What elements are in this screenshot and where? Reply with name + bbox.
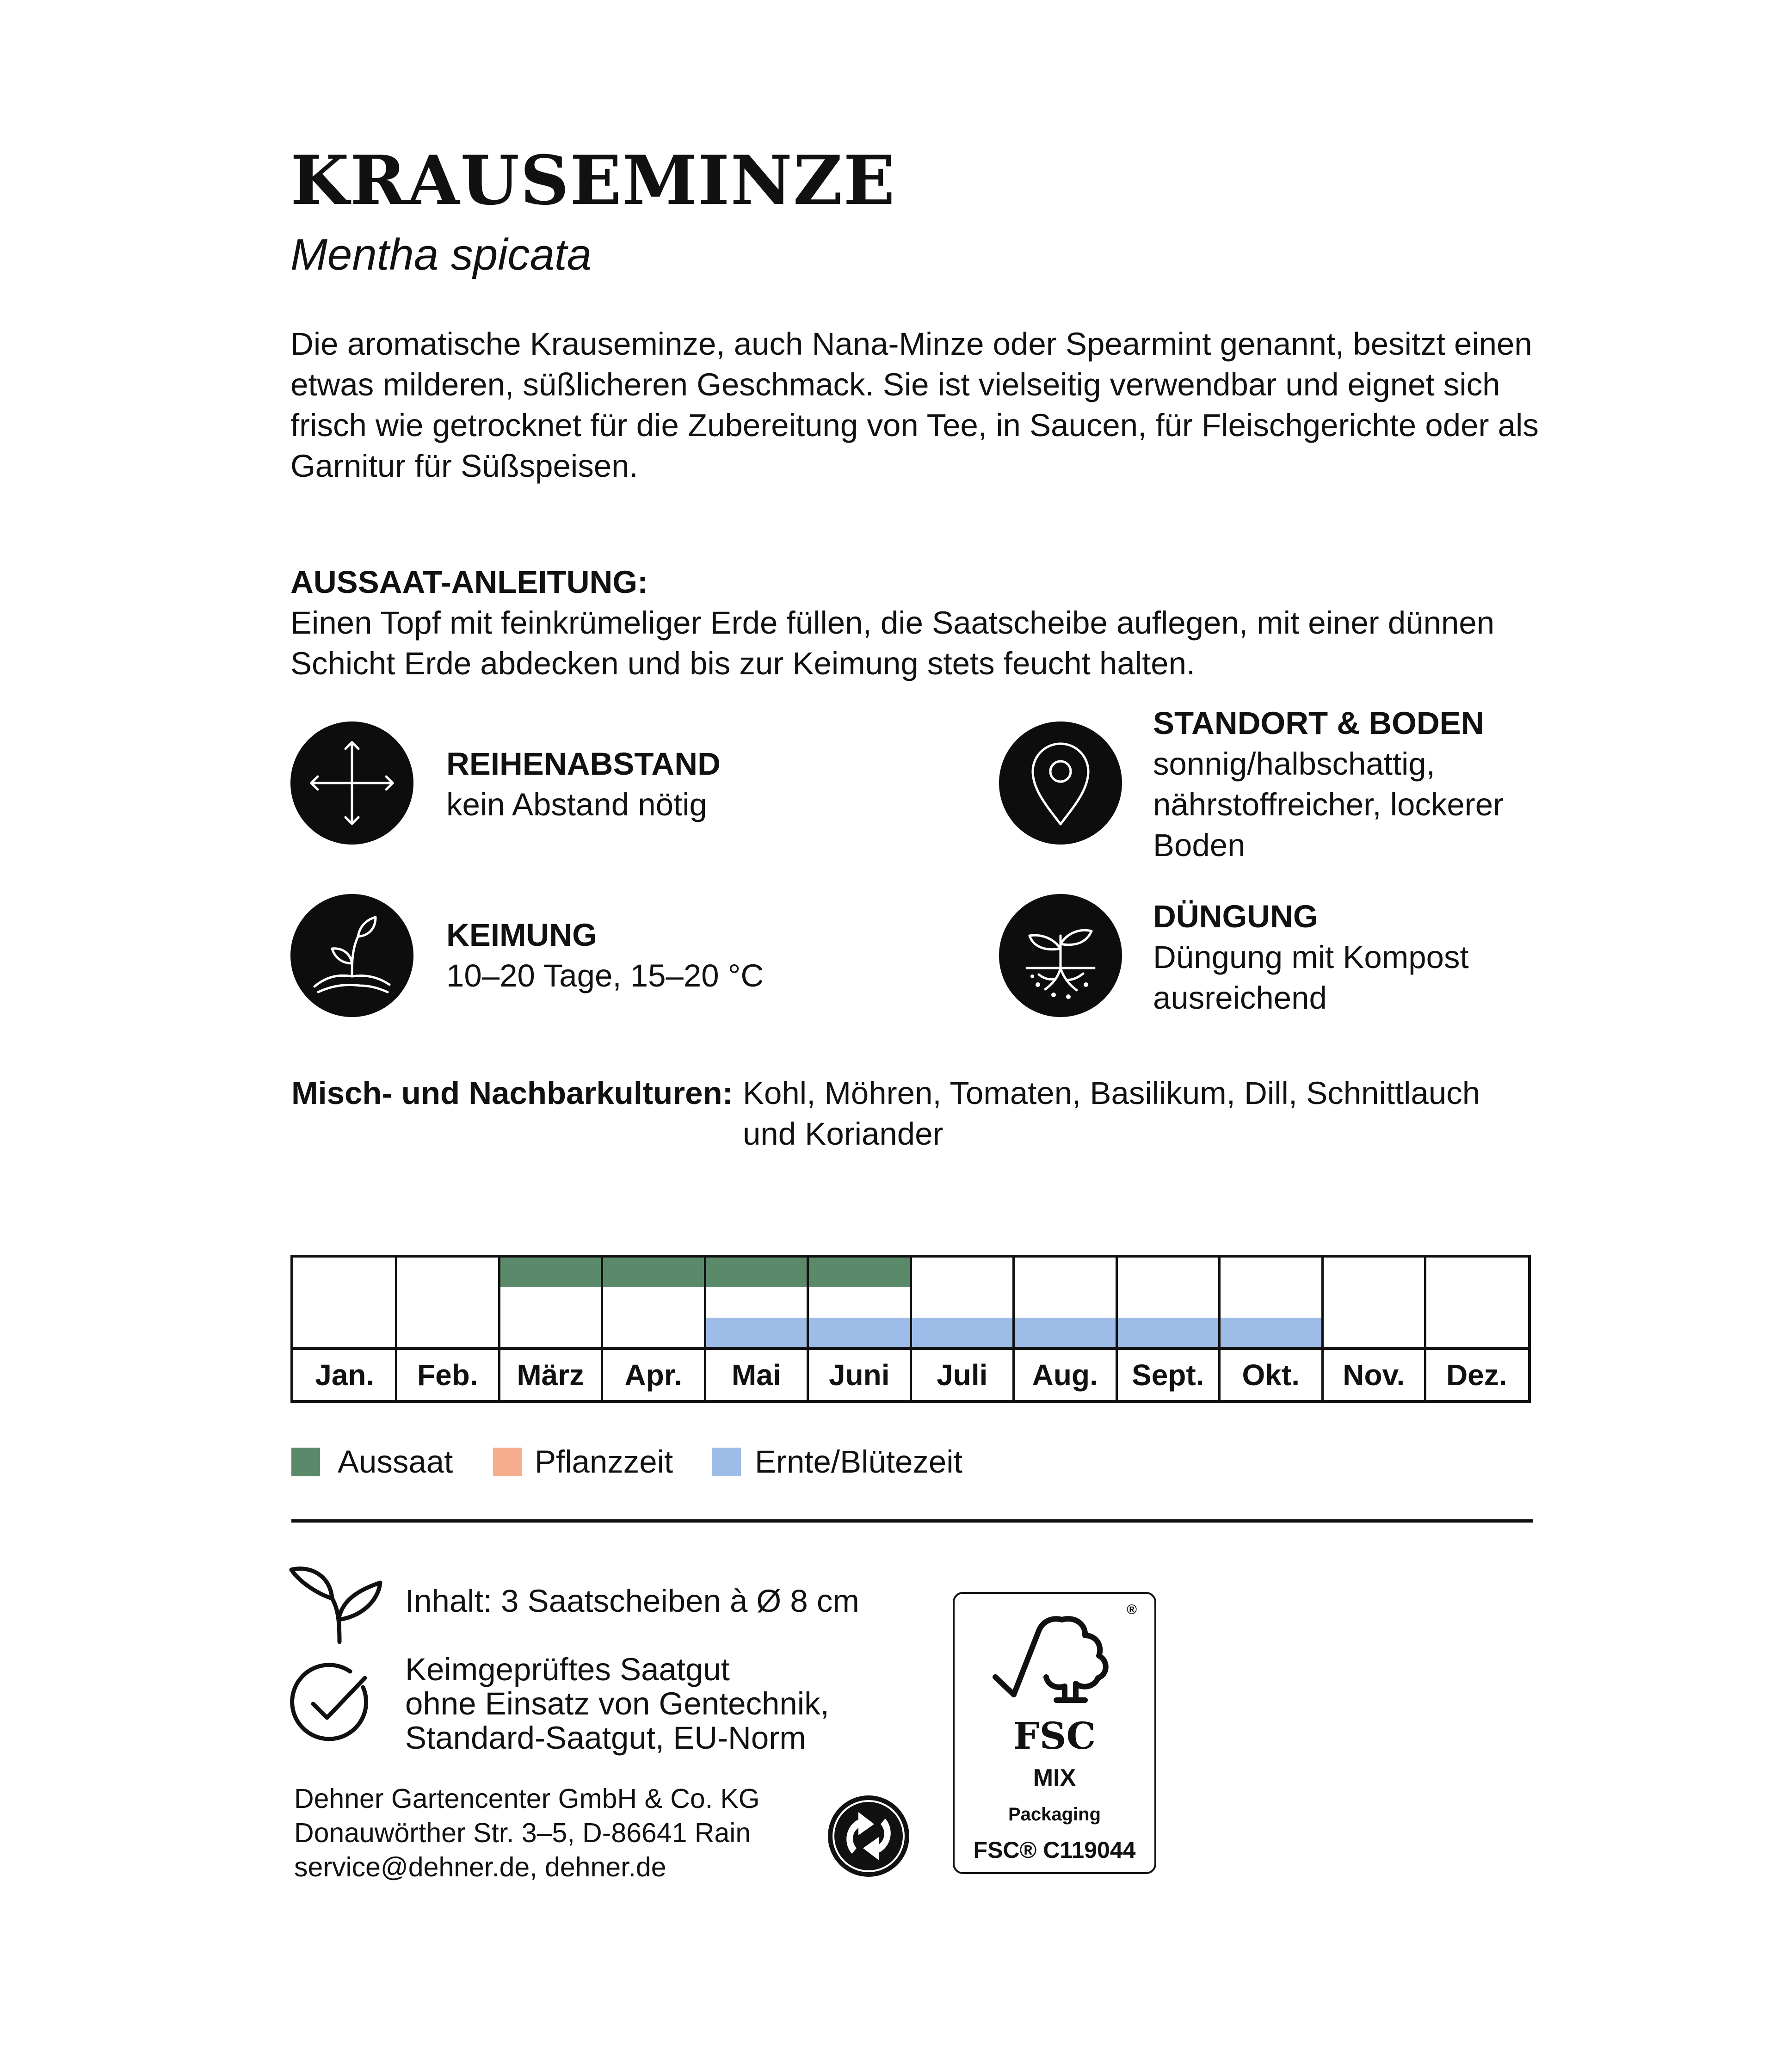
- quality-line: Keimgeprüftes Saatgut: [405, 1652, 730, 1687]
- month-divider: [910, 1258, 912, 1400]
- month-label: März: [517, 1358, 585, 1392]
- month-divider: [1218, 1258, 1221, 1400]
- location-title: STANDORT & BODEN: [1153, 705, 1484, 741]
- leaves-icon: [288, 1559, 387, 1644]
- month-label: Juni: [828, 1358, 890, 1392]
- ernte-bar: [911, 1318, 1014, 1347]
- fsc-label: [953, 1592, 1156, 1874]
- quality-line: ohne Einsatz von Gentechnik,: [405, 1686, 829, 1721]
- companions-line: Kohl, Möhren, Tomaten, Basilikum, Dill, Schnittlauch: [743, 1075, 1480, 1111]
- ernte-bar: [1116, 1318, 1220, 1347]
- aussaat-bar: [808, 1258, 911, 1287]
- fsc-code: FSC® C119044: [973, 1837, 1136, 1863]
- address-line: Donauwörther Str. 3–5, D-86641 Rain: [294, 1818, 751, 1848]
- sowing-calendar: [290, 1255, 1531, 1403]
- spacing-text: kein Abstand nötig: [446, 787, 707, 822]
- month-divider: [1116, 1258, 1118, 1400]
- month-divider: [395, 1258, 397, 1400]
- companions-value: [743, 1073, 1529, 1154]
- aussaat-bar: [499, 1258, 602, 1287]
- fertilizing-line: Düngung mit Kompost: [1153, 939, 1469, 975]
- month-label: Juli: [937, 1358, 988, 1392]
- recycling-green-dot-icon: [826, 1794, 911, 1879]
- location-pin-icon: [999, 722, 1122, 845]
- spacing-title: REIHENABSTAND: [446, 746, 721, 782]
- germination-text: 10–20 Tage, 15–20 °C: [446, 958, 764, 993]
- seedling-icon: [290, 894, 413, 1017]
- ernte-bar: [705, 1318, 808, 1347]
- month-label: Dez.: [1446, 1358, 1507, 1392]
- legend-pflanzzeit-swatch: [493, 1448, 522, 1476]
- ernte-bar: [1220, 1318, 1323, 1347]
- address-line: service@dehner.de, dehner.de: [294, 1852, 666, 1882]
- month-label: Nov.: [1343, 1358, 1405, 1392]
- address-line: Dehner Gartencenter GmbH & Co. KG: [294, 1783, 760, 1814]
- month-divider: [807, 1258, 809, 1400]
- content-info: Inhalt: 3 Saatscheiben à Ø 8 cm: [405, 1583, 859, 1619]
- aussaat-bar: [705, 1258, 808, 1287]
- fsc-mix: MIX: [1033, 1764, 1076, 1791]
- month-label: Aug.: [1032, 1358, 1098, 1392]
- description-text: Die aromatische Krauseminze, auch Nana-Minze oder Spearmint genannt, besitzt einen etwas milderen, süßlicheren Geschmack. Sie ist vielseitig verwendbar und eignet sich frisch wie getrocknet für die Zubereitung von Tee, in Saucen, für Fleischgerichte oder als Garnitur für Süßspeisen.: [290, 326, 1539, 484]
- month-label: Sept.: [1132, 1358, 1204, 1392]
- page-title: KRAUSEMINZE: [290, 141, 896, 220]
- legend-ernte-swatch: [712, 1448, 741, 1476]
- fsc-packaging: Packaging: [1008, 1804, 1101, 1825]
- aussaat-bar: [602, 1258, 705, 1287]
- fertilizing-line: ausreichend: [1153, 980, 1327, 1016]
- legend-ernte-label: Ernte/Blütezeit: [755, 1444, 962, 1480]
- fsc-registered-mark: ®: [1127, 1602, 1137, 1617]
- location-line: Boden: [1153, 827, 1246, 863]
- fsc-name: FSC: [1013, 1714, 1096, 1758]
- arrows-cross-icon: [290, 722, 413, 845]
- month-label: Okt.: [1242, 1358, 1300, 1392]
- section-divider: [291, 1519, 1533, 1523]
- month-label: Apr.: [624, 1358, 682, 1392]
- quality-line: Standard-Saatgut, EU-Norm: [405, 1720, 806, 1756]
- companions-label: Misch- und Nachbarkulturen:: [291, 1075, 733, 1111]
- plant-roots-icon: [999, 894, 1122, 1017]
- latin-name: Mentha spicata: [290, 230, 592, 279]
- ernte-bar: [808, 1318, 911, 1347]
- month-divider: [1424, 1258, 1426, 1400]
- sowing-text: Einen Topf mit feinkrümeliger Erde füllen, die Saatscheibe auflegen, mit einer dünnen Schicht Erde abdecken und bis zur Keimung stets feucht halten.: [290, 605, 1495, 681]
- company-address: [294, 1782, 760, 1884]
- location-line: sonnig/halbschattig,: [1153, 746, 1435, 782]
- fsc-tree-icon: [987, 1608, 1126, 1714]
- fertilizing-title: DÜNGUNG: [1153, 899, 1318, 934]
- companions-line: und Koriander: [743, 1116, 944, 1152]
- legend-aussaat-swatch: [291, 1448, 320, 1476]
- sowing-heading: AUSSAAT-ANLEITUNG:: [290, 564, 648, 600]
- month-label: Jan.: [315, 1358, 375, 1392]
- month-divider: [1321, 1258, 1324, 1400]
- month-label: Feb.: [417, 1358, 478, 1392]
- ernte-bar: [1014, 1318, 1117, 1347]
- month-label: Mai: [731, 1358, 781, 1392]
- legend-aussaat-label: Aussaat: [338, 1444, 453, 1480]
- location-line: nährstoffreicher, lockerer: [1153, 787, 1504, 822]
- legend-pflanzzeit-label: Pflanzzeit: [535, 1444, 673, 1480]
- month-divider: [498, 1258, 500, 1400]
- month-divider: [601, 1258, 603, 1400]
- month-divider: [1012, 1258, 1015, 1400]
- checkmark-circle-icon: [289, 1661, 373, 1745]
- month-divider: [704, 1258, 706, 1400]
- germination-title: KEIMUNG: [446, 917, 597, 953]
